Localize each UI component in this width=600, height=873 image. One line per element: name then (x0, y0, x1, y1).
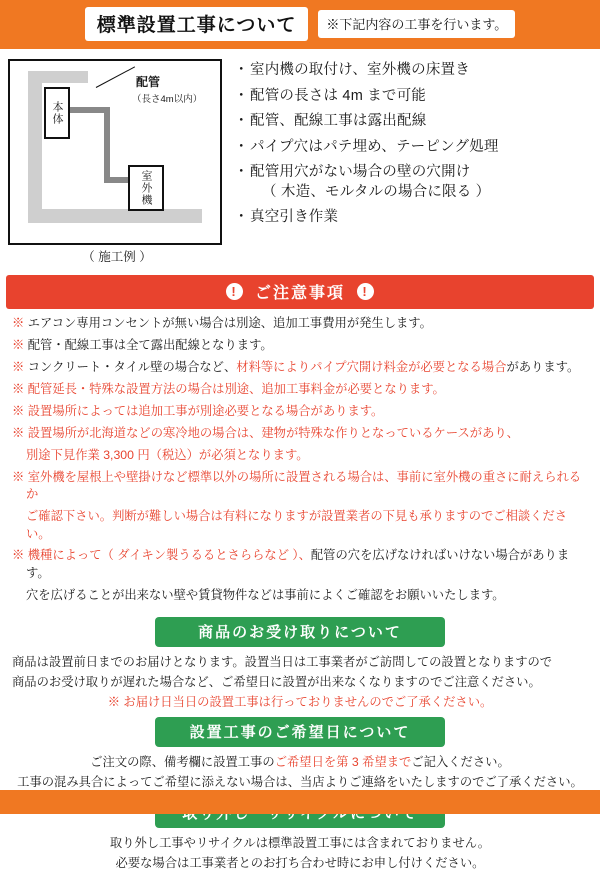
notice-text-run: ※ (12, 548, 28, 563)
notice-text-run: 室外機を屋根上や壁掛けなど標準以外の場所に設置される場合は、事前に室外機の重さに耐えられるか (26, 469, 582, 502)
notice-text-run: ※ (12, 381, 28, 396)
section-text-run: ご希望日を第 3 希望まで (274, 755, 412, 770)
section-line (12, 835, 588, 853)
notice-text-run: ※ (12, 359, 28, 374)
notice-text-run: 配管延長・特殊な設置方法の場合は別途、追加工事料金が必要となります。 (27, 381, 445, 396)
notice-text-run: ※ (12, 403, 28, 418)
info-section (0, 617, 600, 711)
installation-diagram (8, 59, 222, 245)
section-text-run: ※ お届け日当日の設置工事は行っておりませんのでご了承ください。 (107, 694, 493, 709)
notice-list (0, 309, 600, 611)
notice-item (12, 547, 588, 582)
notice-header-title: ご注意事項 (254, 285, 345, 302)
feature-item: ・ 真空引き作業 (236, 210, 592, 225)
notice-text-run: 材料等によりパイプ穴開け料金が必要となる場合 (236, 359, 507, 374)
footer-band (0, 790, 600, 814)
wall-vertical-shape (28, 71, 42, 221)
notice-text-run: ※ (12, 316, 28, 330)
notice-item (12, 469, 588, 504)
indoor-unit-shape (44, 87, 70, 139)
feature-item: ・ 配管の長さは 4m まで可能 (236, 89, 592, 104)
notice-text-run: 配管・配線工事は全て露出配線となります。 (27, 337, 273, 352)
feature-list (232, 59, 592, 236)
exclamation-icon: ! (357, 283, 374, 300)
notice-item (12, 587, 588, 604)
notice-text-run: 設置場所が北海道などの寒冷地の場合は、建物が特殊な作りとなっているケースがあり、 (27, 425, 519, 440)
notice-text-run: ご確認下さい。判断が難しい場合は有料になりますが設置業者の下見も承りますのでご相談ください。 (26, 509, 568, 541)
hero-section (0, 49, 600, 271)
notice-item (12, 315, 588, 332)
page-title: 標準設置工事について (85, 7, 309, 41)
notice-text-run: 機種によって（ ダイキン製うるるとさららなど ）、 (27, 548, 311, 563)
notice-text-run: エアコン専用コンセントが無い場合は別途、追加工事費用が発生します。 (27, 316, 432, 330)
notice-item (12, 337, 588, 354)
section-text-run: 工事の混み具合によってご希望に添えない場合は、当店よりご連絡をいたしますのでご了承ください。 (17, 775, 583, 790)
exclamation-icon: ! (226, 283, 243, 300)
feature-item: ・ 室内機の取付け、室外機の床置き (236, 63, 592, 78)
floor-shape (28, 209, 202, 223)
section-text-run: 商品は設置前日までのお届けとなります。設置当日は工事業者がご訪問しての設置となりますので (12, 654, 553, 669)
notice-text-run: 別途下見作業 3,300 円（税込）が必須となります。 (26, 447, 309, 462)
notice-text-run: ※ (12, 337, 28, 352)
diagram-caption: （ 施工例 ） (82, 250, 152, 264)
pipe-label: 配管 (136, 75, 161, 89)
section-title: 設置工事のご希望日について (155, 717, 445, 747)
section-title: 商品のお受け取りについて (155, 617, 445, 647)
notice-text-run: 配管の穴を広げなければいけない場合があります。 (26, 548, 570, 580)
feature-item: ・ 配管、配線工事は露出配線 (236, 114, 592, 129)
page-subtitle: ※下記内容の工事を行います。 (318, 10, 515, 38)
notice-item (12, 447, 588, 464)
section-text-run: 商品のお受け取りが遅れた場合など、ご希望日に設置が出来なくなりますのでご注意ください。 (12, 674, 541, 689)
outdoor-unit-label: 室外機 (140, 170, 152, 206)
section-line (12, 694, 588, 712)
feature-item: （ 木造、モルタルの場合に限る ） (262, 183, 491, 200)
feature-item: ・ パイプ穴はパテ埋め、テーピング処理 (236, 140, 592, 155)
notice-item (12, 403, 588, 420)
section-text-run: ご記入ください。 (411, 755, 510, 770)
notice-text-run: 設置場所によっては追加工事が別途必要となる場合があります。 (27, 403, 384, 418)
feature-list-items (236, 63, 592, 225)
notice-header-bar (6, 275, 594, 309)
section-line (12, 674, 588, 692)
notice-item (12, 508, 588, 543)
section-body (0, 828, 600, 873)
pipe-segment-b (104, 107, 110, 183)
section-line (12, 754, 588, 772)
notice-text-run: ※ (12, 425, 28, 440)
notice-item (12, 381, 588, 398)
notice-item (12, 425, 588, 442)
info-section (0, 717, 600, 792)
notice-item (12, 359, 588, 376)
pipe-length-label: （長さ4m以内） (132, 94, 203, 105)
sections-container (0, 617, 600, 873)
notice-text-run: ※ (12, 469, 28, 484)
notice-text-run: があります。 (506, 359, 580, 374)
outdoor-unit-shape (128, 165, 164, 211)
notice-text-run: コンクリート・タイル壁の場合など、 (27, 359, 237, 374)
section-line (12, 654, 588, 672)
notice-text-run: 穴を広げることが出来ない壁や賃貸物件などは事前によくご確認をお願いいたします。 (26, 587, 505, 602)
leader-line (96, 66, 135, 88)
section-body (0, 647, 600, 711)
section-body (0, 747, 600, 792)
installation-diagram-wrap (8, 59, 226, 265)
section-line (12, 855, 588, 873)
section-text-run: ご注文の際、備考欄に設置工事の (90, 755, 275, 770)
section-text-run: 取り外し工事やリサイクルは標準設置工事には含まれておりません。 (109, 835, 491, 850)
header-band (0, 0, 600, 49)
feature-item: ・ 配管用穴がない場合の壁の穴開け (236, 165, 592, 180)
indoor-unit-label: 本体 (51, 101, 63, 125)
section-text-run: 必要な場合は工事業者とのお打ち合わせ時にお申し付けください。 (115, 855, 485, 870)
